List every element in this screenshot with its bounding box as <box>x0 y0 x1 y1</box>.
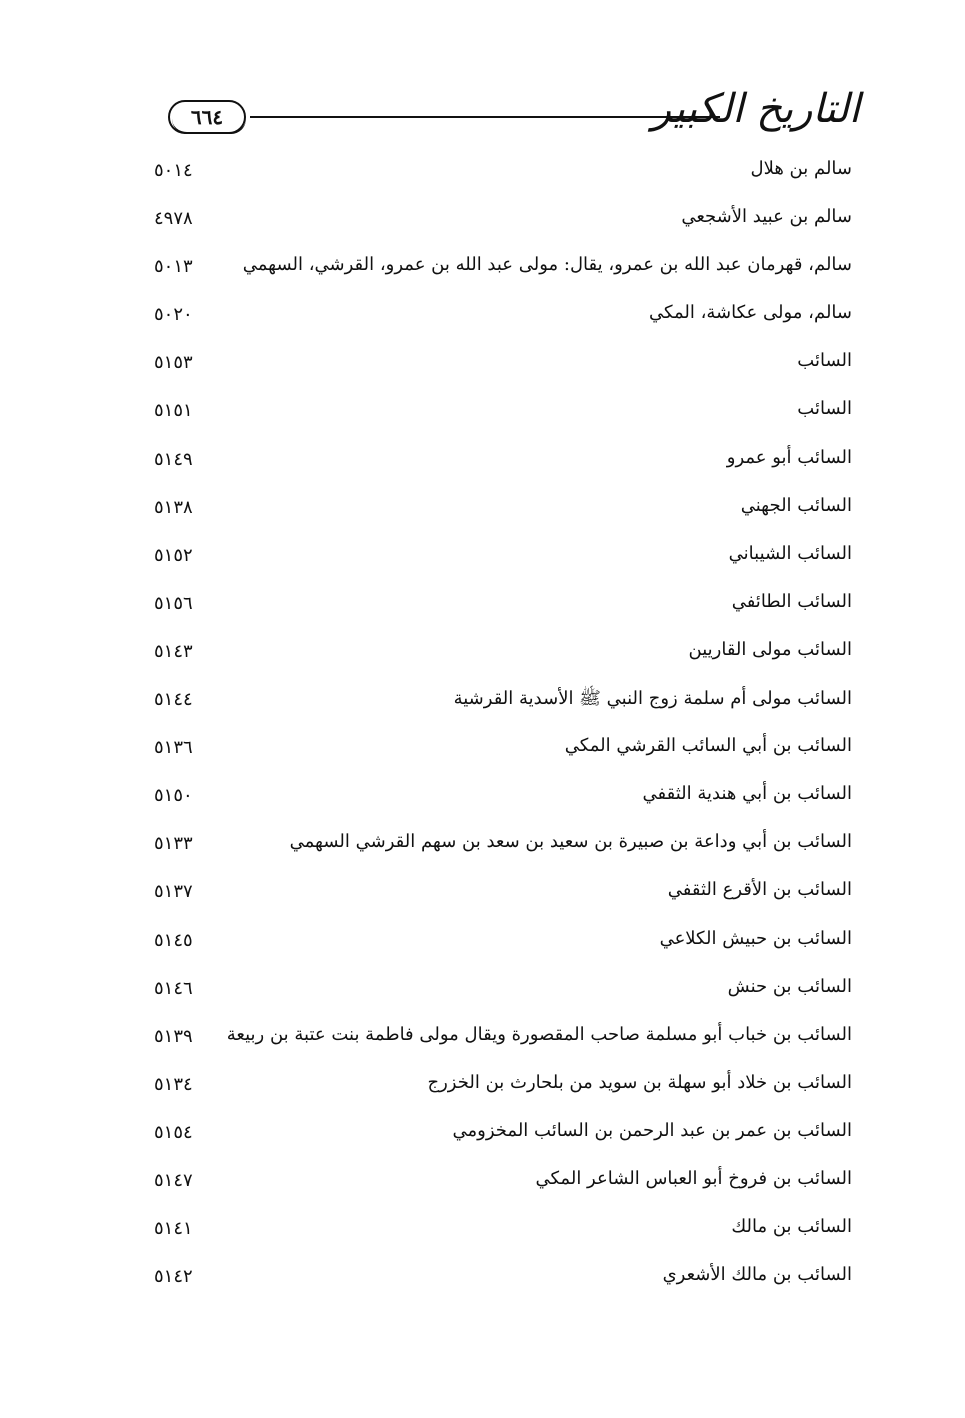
entry-number: ٥١٤٧ <box>154 1169 193 1191</box>
entry-number: ٥٠٢٠ <box>154 304 193 326</box>
entry-name: سالم بن هلال <box>750 158 852 179</box>
index-entry <box>140 585 852 633</box>
index-entry <box>140 200 852 248</box>
entry-number: ٥١٥٢ <box>154 544 193 566</box>
entry-name: السائب بن أبي وداعة بن صبيرة بن سعيد بن سعد بن سهم القرشي السهمي <box>289 831 852 853</box>
index-entry <box>140 296 852 344</box>
index-list <box>140 152 852 1306</box>
entry-name: السائب بن خلاد أبو سهلة بن سويد من بلحارث بن الخزرج <box>427 1071 852 1093</box>
index-entry <box>140 392 852 440</box>
entry-number: ٥١٤٦ <box>154 977 193 999</box>
entry-name: سالم، مولى عكاشة، المكي <box>649 302 852 324</box>
entry-name: السائب بن عمر بن عبد الرحمن بن السائب المخزومي <box>452 1119 852 1141</box>
book-title: التاريخ الكبير <box>651 86 860 132</box>
entry-number: ٥١٣٣ <box>154 833 193 855</box>
index-entry <box>140 489 852 537</box>
entry-number: ٥١٣٨ <box>154 496 193 518</box>
index-entry <box>140 152 852 200</box>
page-number-badge <box>100 100 250 136</box>
index-entry <box>140 1210 852 1258</box>
entry-number: ٥١٥٣ <box>154 352 193 374</box>
entry-name: السائب مولى أم سلمة زوج النبي ﷺ الأسدية القرشية <box>453 688 852 710</box>
entry-name: السائب <box>797 398 852 420</box>
entry-name: السائب بن الأقرع الثقفي <box>667 879 852 901</box>
entry-number: ٤٩٧٨ <box>154 208 193 230</box>
entry-number: ٥١٤٢ <box>154 1266 193 1288</box>
entry-number: ٥١٤٥ <box>154 929 193 951</box>
entry-number: ٥٠١٤ <box>154 160 193 181</box>
index-entry <box>140 1258 852 1306</box>
entry-name: السائب الشيباني <box>728 542 852 564</box>
index-entry <box>140 248 852 296</box>
index-entry <box>140 681 852 729</box>
index-entry <box>140 922 852 970</box>
index-entry <box>140 825 852 873</box>
entry-number: ٥١٤٣ <box>154 640 193 662</box>
page-number: ٦٦٤ <box>190 105 224 129</box>
entry-name: السائب بن مالك <box>731 1216 852 1238</box>
entry-name: السائب بن فروخ أبو العباس الشاعر المكي <box>535 1167 852 1189</box>
entry-number: ٥١٣٧ <box>154 881 193 903</box>
index-entry <box>140 344 852 392</box>
entry-name: السائب <box>797 350 852 372</box>
entry-number: ٥١٥٠ <box>154 785 193 807</box>
entry-name: السائب بن خباب أبو مسلمة صاحب المقصورة ويقال مولى فاطمة بنت عتبة بن ربيعة <box>226 1023 852 1045</box>
entry-name: السائب بن أبي السائب القرشي المكي <box>564 735 852 757</box>
entry-name: السائب بن حبيش الكلاعي <box>659 927 852 949</box>
entry-name: السائب الطائفي <box>731 590 852 612</box>
entry-number: ٥١٥١ <box>154 400 193 422</box>
index-entry <box>140 1018 852 1066</box>
entry-number: ٥١٤١ <box>154 1218 193 1240</box>
entry-number: ٥١٣٩ <box>154 1025 193 1047</box>
entry-number: ٥١٥٦ <box>154 592 193 614</box>
entry-name: السائب بن مالك الأشعري <box>662 1264 852 1286</box>
index-entry <box>140 777 852 825</box>
entry-number: ٥١٤٩ <box>154 448 193 470</box>
entry-name: سالم، قهرمان عبد الله بن عمرو، يقال: مولى عبد الله بن عمرو، القرشي، السهمي <box>242 254 852 276</box>
entry-name: السائب بن حنش <box>727 975 852 997</box>
entry-name: السائب بن أبي هندية الثقفي <box>642 783 852 805</box>
index-entry <box>140 1114 852 1162</box>
index-entry <box>140 537 852 585</box>
index-entry <box>140 1066 852 1114</box>
entry-name: السائب أبو عمرو <box>726 446 852 468</box>
entry-number: ٥١٥٤ <box>154 1121 193 1143</box>
index-entry <box>140 873 852 921</box>
page-header <box>100 80 860 150</box>
entry-number: ٥١٣٤ <box>154 1073 193 1095</box>
entry-name: سالم بن عبيد الأشجعي <box>681 206 852 228</box>
entry-number: ٥١٤٤ <box>154 689 193 711</box>
entry-name: السائب مولى القاريين <box>688 638 852 660</box>
entry-name: السائب الجهني <box>740 494 852 516</box>
index-entry <box>140 970 852 1018</box>
index-entry <box>140 441 852 489</box>
entry-number: ٥٠١٣ <box>154 256 193 278</box>
index-entry <box>140 729 852 777</box>
index-entry <box>140 633 852 681</box>
index-entry <box>140 1162 852 1210</box>
header-rule <box>250 116 720 118</box>
entry-number: ٥١٣٦ <box>154 737 193 759</box>
